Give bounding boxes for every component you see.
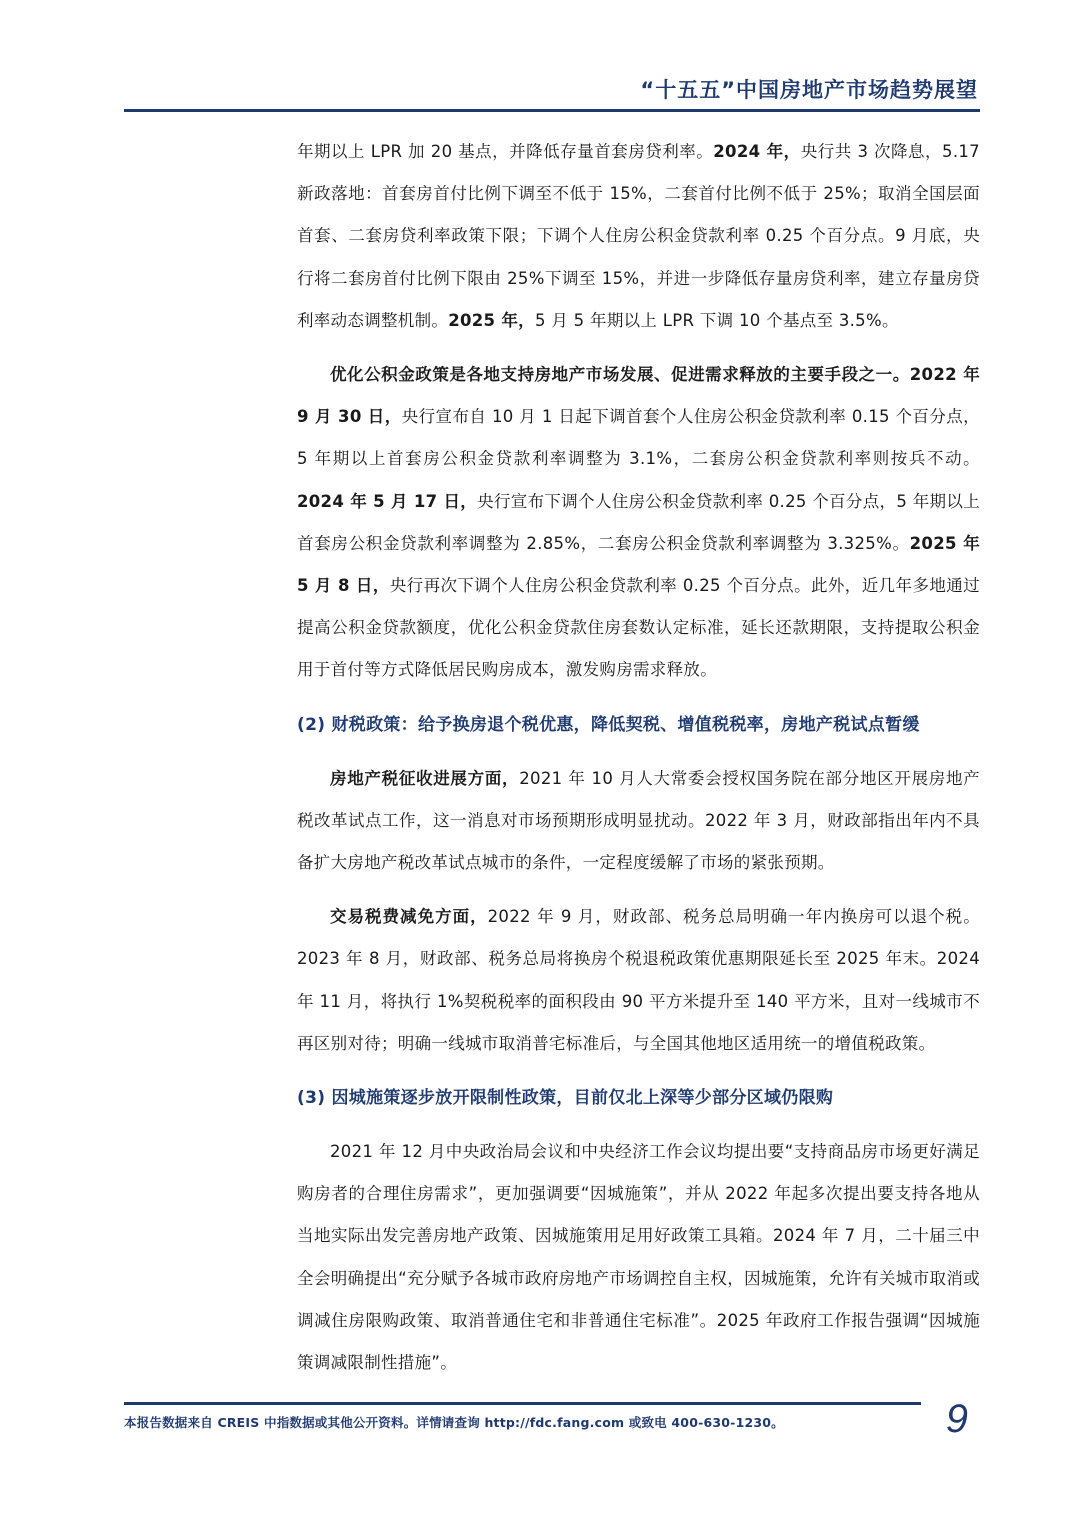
- paragraph-provident-fund: [297, 354, 980, 692]
- text: 央行宣布自 10 月 1 日起下调首套个人住房公积金贷款利率 0.15 个百分点，5 年期以上首套房公积金贷款利率调整为 3.1%，二套房公积金贷款利率则按兵不动。: [297, 407, 980, 469]
- section-heading-tax: (2) 财税政策：给予换房退个税优惠，降低契税、增值税税率，房地产税试点暂缓: [297, 714, 920, 735]
- text: 央行宣布下调个人住房公积金贷款利率 0.25 个百分点，5 年期以上首套房公积金贷款利率调整为 2.85%，二套房公积金贷款利率调整为 3.325%。: [297, 491, 981, 553]
- footer-rule: [124, 1402, 921, 1405]
- bold-text: 2025 年 5 月 8 日，: [297, 533, 980, 596]
- paragraph-property-tax: [297, 758, 980, 885]
- bold-text: 优化公积金政策是各地支持房地产市场发展、促进需求释放的主要手段之一。2022 年 9 月 30 日，: [297, 365, 980, 427]
- bold-text: 房地产税征收进展方面，: [330, 768, 520, 788]
- section-heading-city-policy: (3) 因城施策逐步放开限制性政策，目前仅北上深等少部分区域仍限购: [297, 1088, 834, 1109]
- text: 2022 年 9 月，财政部、税务总局明确一年内换房可以退个税。2023 年 8 月，财政部、税务总局将换房个税退税政策优惠期限延长至 2025 年末。2024 年 11 月，将执行 1%契税税率的面积段由 90 平方米提升至 140 平方米，且对一线城市不再区别对待；明确一线城市取消普宅标准后，与全国其他地区适用统一的增值税政策。: [297, 907, 980, 1053]
- bold-text: 2024 年 5 月 17 日，: [297, 491, 478, 511]
- paragraph-transaction-tax: [297, 896, 980, 1065]
- footer-note: 本报告数据来自 CREIS 中指数据或其他公开资料。详情请查询 http://fdc.fang.com 或致电 400-630-1230。: [124, 1415, 784, 1430]
- bold-text: 交易税费减免方面，: [330, 907, 488, 927]
- text: 5 月 5 年期以上 LPR 下调 10 个基点至 3.5%。: [534, 310, 899, 330]
- page-number: 9: [945, 1397, 968, 1441]
- body-content: [297, 131, 980, 1396]
- header-rule: [124, 109, 980, 112]
- bold-text: 2024 年，: [713, 142, 801, 161]
- paragraph-city-policy: [297, 1131, 980, 1384]
- text: 央行共 3 次降息，5.17 新政落地：首套房首付比例下调至不低于 15%，二套首付比例不低于 25%；取消全国层面首套、二套房贷利率政策下限；下调个人住房公积金贷款利率 0.25 个百分点。9 月底，央行将二套房首付比例下限由 25%下调至 15%，并进一步降低存量房贷利率，建立存量房贷利率动态调整机制。: [297, 142, 980, 330]
- paragraph-lpr: [297, 131, 980, 342]
- text: 2021 年 12 月中央政治局会议和中央经济工作会议均提出要“支持商品房市场更好满足购房者的合理住房需求”，更加强调要“因城施策”，并从 2022 年起多次提出要支持各地从当地实际出发完善房地产政策、因城施策用足用好政策工具箱。2024 年 7 月，二十届三中全会明确提出“充分赋予各城市政府房地产市场调控自主权，因城施策，允许有关城市取消或调减住房限购政策、取消普通住宅和非普通住宅标准”。2025 年政府工作报告强调“因城施策调减限制性措施”。: [297, 1142, 980, 1373]
- text: 年期以上 LPR 加 20 基点，并降低存量首套房贷利率。: [297, 142, 714, 161]
- bold-text: 2025 年，: [448, 310, 535, 330]
- text: 2021 年 10 月人大常委会授权国务院在部分地区开展房地产税改革试点工作，这一消息对市场预期形成明显扰动。2022 年 3 月，财政部指出年内不具备扩大房地产税改革试点城市的条件，一定程度缓解了市场的紧张预期。: [297, 768, 980, 873]
- text: 央行再次下调个人住房公积金贷款利率 0.25 个百分点。此外，近几年多地通过提高公积金贷款额度，优化公积金贷款住房套数认定标准，延长还款期限，支持提取公积金用于首付等方式降低居民购房成本，激发购房需求释放。: [297, 576, 980, 680]
- header-title: “十五五”中国房地产市场趋势展望: [640, 78, 978, 102]
